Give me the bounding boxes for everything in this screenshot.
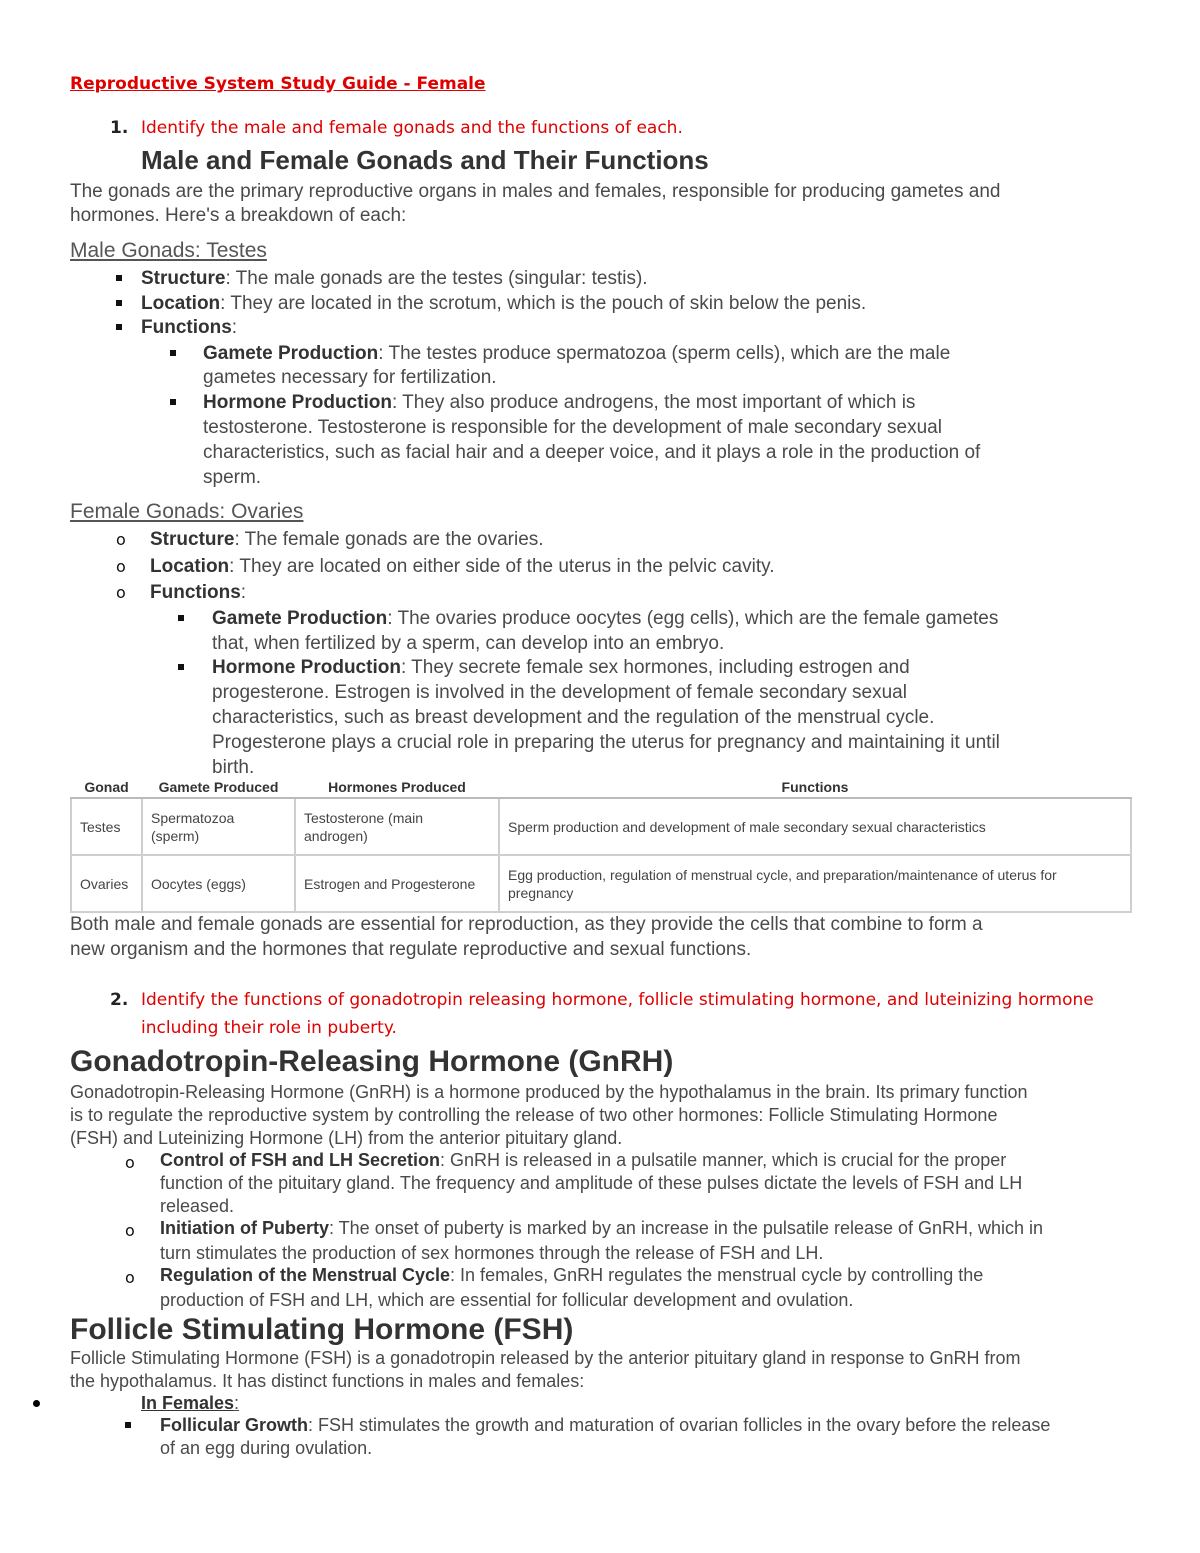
gnrh-item-3-label: Regulation of the Menstrual Cycle [160,1265,451,1285]
fsh-intro-line-2: the hypothalamus. It has distinct functions in males and females: [70,1371,585,1391]
circle-bullet-icon: o [116,530,126,549]
male-gamete-line-1 [203,341,950,366]
table-row [71,798,1131,855]
male-structure-label: Structure [141,268,226,289]
female-gamete-label: Gamete Production [212,608,388,629]
male-hormone-line-4: sperm. [203,467,262,488]
male-functions-label: Functions [141,317,232,338]
table-cell: Estrogen and Progesterone [295,855,499,912]
table-cell: Sperm production and development of male secondary sexual characteristics [499,798,1131,855]
square-bullet-icon [170,399,176,405]
fsh-heading: Follicle Stimulating Hormone (FSH) [70,1313,574,1346]
male-location [141,291,866,316]
fsh-follicular-label: Follicular Growth [160,1415,309,1435]
female-hormone-line-3: characteristics, such as breast development and the regulation of the menstrual cycle. [212,707,935,728]
female-structure-text: : The female gonads are the ovaries. [234,529,544,550]
square-bullet-icon [178,615,184,621]
female-hormone-line-1 [212,655,910,680]
female-location [150,554,775,579]
female-location-label: Location [150,556,230,577]
male-gamete-label: Gamete Production [203,343,379,364]
male-hormone-line-2: testosterone. Testosterone is responsible for the development of male secondary sexual [203,417,942,438]
circle-bullet-icon: o [116,583,126,602]
female-gonads-heading: Female Gonads: Ovaries [70,500,304,523]
intro-line-2: hormones. Here's a breakdown of each: [70,205,407,226]
gnrh-item-1-label: Control of FSH and LH Secretion [160,1150,441,1170]
female-structure-label: Structure [150,529,235,550]
question-1-text: Identify the male and female gonads and the functions of each. [141,118,683,138]
female-hormone-line-5: birth. [212,757,255,778]
male-hormone-line-3: characteristics, such as facial hair and a deeper voice, and it plays a role in the production of [203,442,981,463]
gnrh-item-3-line-1 [160,1264,983,1287]
female-hormone-line-2: progesterone. Estrogen is involved in the development of female secondary sexual [212,682,907,703]
male-hormone-text: : They also produce androgens, the most important of which is [391,392,916,413]
square-bullet-icon [125,1422,131,1428]
female-hormone-text: : They secrete female sex hormones, including estrogen and [400,657,910,678]
disc-bullet-icon [33,1400,40,1407]
circle-bullet-icon: o [125,1221,135,1240]
table-cell: Spermatozoa (sperm) [142,798,295,855]
male-hormone-label: Hormone Production [203,392,392,413]
male-location-label: Location [141,293,221,314]
male-gamete-text: : The testes produce spermatozoa (sperm cells), which are the male [378,343,951,364]
table-header-gamete: Gamete Produced [142,778,295,798]
summary-line-1: Both male and female gonads are essential for reproduction, as they provide the cells that combine to form a [70,914,983,935]
gnrh-item-2-text: : The onset of puberty is marked by an increase in the pulsatile release of GnRH, which in [329,1218,1044,1238]
question-1-number: 1. [110,118,129,138]
intro-line-1: The gonads are the primary reproductive organs in males and females, responsible for producing gametes and [70,181,1001,202]
table-header-row [71,778,1131,798]
male-functions-colon: : [231,317,238,338]
female-hormone-label: Hormone Production [212,657,401,678]
question-2-line-2: including their role in puberty. [141,1018,397,1038]
male-structure-text: : The male gonads are the testes (singular: testis). [225,268,648,289]
table-row [71,855,1131,912]
table-cell: Oocytes (eggs) [142,855,295,912]
table-cell: Ovaries [71,855,142,912]
fsh-follicular-text: : FSH stimulates the growth and maturation of ovarian follicles in the ovary before the release [308,1415,1051,1435]
gnrh-heading: Gonadotropin-Releasing Hormone (GnRH) [70,1045,674,1078]
gonads-table [70,778,1132,913]
table-header-functions: Functions [499,778,1131,798]
gnrh-item-3-text: : In females, GnRH regulates the menstrual cycle by controlling the [450,1265,984,1285]
fsh-follicular-line-1 [160,1414,1050,1437]
female-location-text: : They are located on either side of the uterus in the pelvic cavity. [229,556,775,577]
male-functions [141,315,237,340]
female-functions-colon: : [240,582,247,603]
gnrh-item-1-line-3: released. [160,1196,235,1216]
table-cell: Testosterone (main androgen) [295,798,499,855]
gnrh-item-1-line-2: function of the pituitary gland. The frequency and amplitude of these pulses dictate the levels of FSH and LH [160,1173,1023,1193]
male-gonads-heading: Male Gonads: Testes [70,239,267,262]
gnrh-item-1-line-1 [160,1149,1006,1172]
female-functions [150,580,246,605]
section-heading-gonads: Male and Female Gonads and Their Functions [141,145,709,175]
gnrh-intro-line-3: (FSH) and Luteinizing Hormone (LH) from the anterior pituitary gland. [70,1128,623,1148]
fsh-intro-line-1: Follicle Stimulating Hormone (FSH) is a gonadotropin released by the anterior pituitary gland in response to GnRH from [70,1348,1021,1368]
fsh-in-females-label: In Females [141,1393,235,1413]
fsh-in-females [141,1392,239,1415]
table-cell: Testes [71,798,142,855]
circle-bullet-icon: o [125,1268,135,1287]
gnrh-item-2-line-2: turn stimulates the production of sex hormones through the release of FSH and LH. [160,1243,824,1263]
male-hormone-line-1 [203,390,915,415]
fsh-follicular-line-2: of an egg during ovulation. [160,1438,373,1458]
gnrh-item-3-line-2: production of FSH and LH, which are essential for follicular development and ovulation. [160,1290,854,1310]
female-hormone-line-4: Progesterone plays a crucial role in preparing the uterus for pregnancy and maintaining it until [212,732,1000,753]
summary-line-2: new organism and the hormones that regulate reproductive and sexual functions. [70,939,752,960]
gnrh-item-2-line-1 [160,1217,1043,1240]
female-functions-label: Functions [150,582,241,603]
female-gamete-text: : The ovaries produce oocytes (egg cells), which are the female gametes [387,608,999,629]
square-bullet-icon [116,300,122,306]
table-header-hormones: Hormones Produced [295,778,499,798]
female-gamete-line-1 [212,606,998,631]
gnrh-item-1-text: : GnRH is released in a pulsatile manner, which is crucial for the proper [440,1150,1007,1170]
table-cell: Egg production, regulation of menstrual cycle, and preparation/maintenance of uterus for pregnancy [499,855,1131,912]
question-2-line-1: Identify the functions of gonadotropin releasing hormone, follicle stimulating hormone, and luteinizing hormone [141,990,1094,1010]
male-structure [141,266,648,291]
gnrh-intro-line-2: is to regulate the reproductive system by controlling the release of two other hormones: Follicle Stimulating Hormone [70,1105,998,1125]
document-title: Reproductive System Study Guide - Female [70,74,486,94]
square-bullet-icon [178,664,184,670]
square-bullet-icon [116,324,122,330]
male-gamete-line-2: gametes necessary for fertilization. [203,367,497,388]
fsh-in-females-colon: : [234,1393,240,1413]
question-2-number: 2. [110,990,129,1010]
male-location-text: : They are located in the scrotum, which is the pouch of skin below the penis. [220,293,867,314]
square-bullet-icon [170,350,176,356]
female-gamete-line-2: that, when fertilized by a sperm, can develop into an embryo. [212,633,725,654]
gnrh-item-2-label: Initiation of Puberty [160,1218,329,1238]
table-header-gonad: Gonad [71,778,142,798]
square-bullet-icon [116,275,122,281]
circle-bullet-icon: o [116,557,126,576]
circle-bullet-icon: o [125,1153,135,1172]
female-structure [150,527,544,552]
gnrh-intro-line-1: Gonadotropin-Releasing Hormone (GnRH) is a hormone produced by the hypothalamus in the brain. Its primary function [70,1082,1028,1102]
